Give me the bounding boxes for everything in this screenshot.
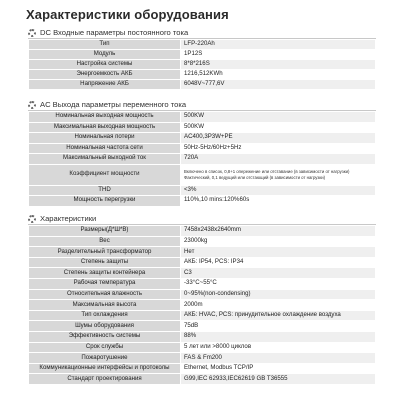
- table-row: [29, 60, 376, 70]
- dc-section: [28, 27, 376, 90]
- row-label: Разделительный трансформатор: [29, 247, 181, 258]
- row-label: Размеры(Д*Ш*В): [29, 226, 181, 237]
- row-label: Срок службы: [29, 342, 181, 353]
- row-label: Эффективность системы: [29, 331, 181, 342]
- row-label: Максимальный выходной ток: [29, 154, 181, 165]
- row-value: АКБ: HVAC, PCS: принудительное охлаждение воздуха: [181, 310, 376, 321]
- table-row: [29, 257, 376, 268]
- table-row: [29, 122, 376, 133]
- dc-section-header: [28, 27, 376, 39]
- gear-icon: [28, 29, 36, 37]
- row-value: LFP-220Ah: [181, 40, 376, 50]
- row-label: Номинальная частота сети: [29, 143, 181, 154]
- row-label: Модуль: [29, 50, 181, 60]
- row-value: <3%: [181, 185, 376, 196]
- row-value: 50Hz-5Hz/60Hz+5Hz: [181, 143, 376, 154]
- row-value: 5 лет или >8000 циклов: [181, 342, 376, 353]
- row-value: 720A: [181, 154, 376, 165]
- table-row: [29, 226, 376, 237]
- table-row: [29, 278, 376, 289]
- row-value: FAS & Fm200: [181, 353, 376, 364]
- table-row: [29, 40, 376, 50]
- table-row: [29, 185, 376, 196]
- row-label: Коммуникационные интерфейсы и протоколы: [29, 363, 181, 374]
- dc-table: [28, 39, 376, 90]
- row-value: 75dB: [181, 321, 376, 332]
- ac-heading: AC Выхода параметры переменного тока: [40, 100, 187, 109]
- table-row: [29, 236, 376, 247]
- row-label: Номинальная потери: [29, 133, 181, 144]
- row-label: THD: [29, 185, 181, 196]
- row-value: 110%,10 mins:120%60s: [181, 196, 376, 207]
- ac-table: [28, 111, 376, 207]
- row-label: Рабочая температура: [29, 278, 181, 289]
- row-value: АКБ: IP54, PCS: IP34: [181, 257, 376, 268]
- page-title: Характеристики оборудования: [26, 7, 229, 22]
- row-value: Ethernet, Modbus TCP/IP: [181, 363, 376, 374]
- row-label: Максимальная высота: [29, 300, 181, 311]
- specs-heading: Характеристики: [40, 214, 97, 223]
- power-factor-line: Включено в список, 0,8+1 опережение или отставание (в зависимости от нагрузки): [184, 168, 350, 174]
- row-value: -33°C~55°C: [181, 278, 376, 289]
- row-value: 88%: [181, 331, 376, 342]
- row-label: Мощность перегрузки: [29, 196, 181, 207]
- table-row: [29, 80, 376, 90]
- table-row: [29, 289, 376, 300]
- row-value: 2000m: [181, 300, 376, 311]
- specs-section: [28, 213, 376, 385]
- table-row: [29, 342, 376, 353]
- ac-section: [28, 99, 376, 207]
- power-factor-line: Фактический, 0,1 ведущий или отстающий (в зависимости от нагрузки): [184, 174, 326, 180]
- table-row: [29, 112, 376, 123]
- table-row: [29, 300, 376, 311]
- table-row: [29, 321, 376, 332]
- row-value: 500KW: [181, 122, 376, 133]
- table-row: [29, 196, 376, 207]
- row-label: Коэффициент мощности: [29, 164, 181, 185]
- table-row: [29, 50, 376, 60]
- row-value: C3: [181, 268, 376, 279]
- ac-section-header: [28, 99, 376, 111]
- row-label: Степень защиты контейнера: [29, 268, 181, 279]
- row-label: Настройка системы: [29, 60, 181, 70]
- table-row: [29, 133, 376, 144]
- table-row: [29, 143, 376, 154]
- row-label: Напряжение АКБ: [29, 80, 181, 90]
- table-row: [29, 247, 376, 258]
- row-label: Тип охлаждения: [29, 310, 181, 321]
- specs-section-header: [28, 213, 376, 225]
- table-row: [29, 70, 376, 80]
- row-label: Стандарт проектирования: [29, 374, 181, 385]
- table-row: [29, 268, 376, 279]
- row-value: 1P12S: [181, 50, 376, 60]
- row-label: Вес: [29, 236, 181, 247]
- row-value: 1216,512KWh: [181, 70, 376, 80]
- row-value: Нет: [181, 247, 376, 258]
- row-value: 8*8*216S: [181, 60, 376, 70]
- table-row: [29, 353, 376, 364]
- row-label: Степень защиты: [29, 257, 181, 268]
- specs-table: [28, 225, 376, 385]
- row-label: Пожаротушение: [29, 353, 181, 364]
- row-value: AC400,3P3W+PE: [181, 133, 376, 144]
- table-row: [29, 310, 376, 321]
- table-row: [29, 363, 376, 374]
- table-row: [29, 154, 376, 165]
- table-row: [29, 164, 376, 185]
- row-label: Энергоемкость АКБ: [29, 70, 181, 80]
- row-value: 23000kg: [181, 236, 376, 247]
- dc-heading: DC Входные параметры постоянного тока: [40, 28, 189, 37]
- table-row: [29, 331, 376, 342]
- row-value: 6048V~777,6V: [181, 80, 376, 90]
- row-value: G99,IEC 62933,IEC62619 GB T36555: [181, 374, 376, 385]
- gear-icon: [28, 215, 36, 223]
- row-value: 500KW: [181, 112, 376, 123]
- row-label: Номинальная выходная мощность: [29, 112, 181, 123]
- row-label: Максимальная выходная мощность: [29, 122, 181, 133]
- row-label: Шумы оборудования: [29, 321, 181, 332]
- gear-icon: [28, 101, 36, 109]
- row-value: 0~95%(non-condensing): [181, 289, 376, 300]
- row-label: Тип: [29, 40, 181, 50]
- table-row: [29, 374, 376, 385]
- row-value: 7458x2438x2640mm: [181, 226, 376, 237]
- power-factor-value: [181, 164, 376, 185]
- row-label: Относительная влажность: [29, 289, 181, 300]
